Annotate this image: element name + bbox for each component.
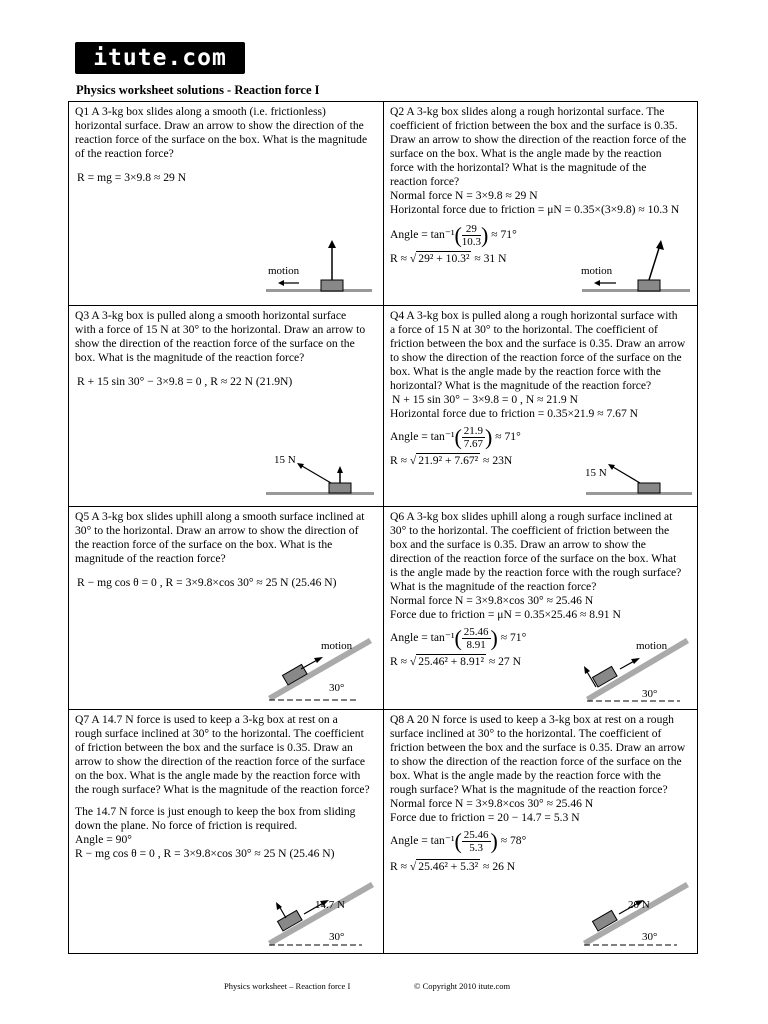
reaction-arrow xyxy=(328,240,336,248)
q7-explanation-line: down the plane. No force of friction is required. xyxy=(75,819,298,832)
box xyxy=(638,483,660,493)
box xyxy=(329,483,351,493)
surface xyxy=(266,492,374,495)
q8-friction-force: Force due to friction = 20 − 14.7 = 5.3 N xyxy=(390,811,580,824)
q4-question-line: friction between the box and the surface is 0.35. Draw an arrow xyxy=(390,337,686,350)
box xyxy=(638,280,660,291)
q8-question-line: Q8 A 20 N force is used to keep a 3-kg box at rest on a rough xyxy=(390,713,674,726)
q4-cell xyxy=(383,305,698,506)
q7-question-line: the rough surface? What is the magnitude of the reaction force? xyxy=(75,783,370,796)
reaction-arrow xyxy=(584,666,590,674)
q2-question-line: surface on the box. What is the angle made by the reaction xyxy=(390,147,662,160)
q2-normal-force: Normal force N = 3×9.8 ≈ 29 N xyxy=(390,189,538,202)
q8-question-line: friction between the box and the surface is 0.35. Draw an arrow xyxy=(390,741,686,754)
angle-label: 30° xyxy=(329,931,345,943)
box xyxy=(321,280,343,291)
q1-answer: R = mg = 3×9.8 ≈ 29 N xyxy=(77,171,187,184)
q5-question-line: Q5 A 3-kg box slides uphill along a smooth surface inclined at xyxy=(75,510,365,523)
q3-question-line: box. What is the magnitude of the reaction force? xyxy=(75,351,305,364)
q6-question-line: is the angle made by the reaction force with the rough surface? xyxy=(390,566,682,579)
q4-diagram xyxy=(384,306,699,507)
itute-logo: itute.com xyxy=(75,42,245,74)
q3-diagram xyxy=(69,306,384,507)
motion-label: motion xyxy=(636,640,668,652)
reaction-arrow xyxy=(656,240,664,250)
q6-cell xyxy=(383,506,698,709)
force-label: 15 N xyxy=(585,467,607,479)
force-label: 15 N xyxy=(274,454,296,466)
q7-question-line: of friction between the box and the surface is 0.35. Draw an xyxy=(75,741,353,754)
q5-question-line: magnitude of the reaction force? xyxy=(75,552,226,565)
q1-question-line: of the reaction force? xyxy=(75,147,174,160)
q7-question-line: arrow to show the direction of the reaction force of the surface xyxy=(75,755,366,768)
q7-explanation-line: The 14.7 N force is just enough to keep the box from sliding xyxy=(75,805,356,818)
q6-question-line: Q6 A 3-kg box slides uphill along a rough surface inclined at xyxy=(390,510,673,523)
q6-angle: Angle = tan⁻¹( $\frac{25.46}{8.91}) \approx 71^\circ$ xyxy=(390,625,527,651)
q6-normal-force: Normal force N = 3×9.8×cos 30° ≈ 25.46 N xyxy=(390,594,594,607)
force-label: 20 N xyxy=(628,899,650,911)
surface xyxy=(266,289,372,292)
q2-question-line: force with the horizontal? What is the magnitude of the xyxy=(390,161,647,174)
q7-angle-line: Angle = 90° xyxy=(75,833,132,846)
surface xyxy=(582,289,690,292)
q4-question-line: to show the direction of the reaction force of the surface on the xyxy=(390,351,682,364)
q2-cell xyxy=(383,102,698,305)
q4-normal-force: N + 15 sin 30° − 3×9.8 = 0 , N ≈ 21.9 N xyxy=(392,393,578,406)
q1-diagram xyxy=(69,102,384,305)
q5-question-line: the reaction force of the surface on the box. What is the xyxy=(75,538,333,551)
motion-arrow xyxy=(594,280,600,286)
q1-question-line: reaction force of the surface on the box. What is the magnitude xyxy=(75,133,368,146)
q8-magnitude: R ≈ √ 25.46² + 5.3² ≈ 26 N xyxy=(390,860,516,873)
question-grid xyxy=(68,101,698,954)
force-label: 14.7 N xyxy=(315,899,345,911)
q2-question-line: coefficient of friction between the box and the surface is 0.35. xyxy=(390,119,678,132)
q8-cell xyxy=(383,709,698,954)
q6-magnitude: R ≈ √ 25.46² + 8.91² ≈ 27 N xyxy=(390,655,521,668)
q8-question-line: rough surface? What is the magnitude of the reaction force? xyxy=(390,783,668,796)
q2-diagram xyxy=(384,102,699,305)
q4-question-line: Q4 A 3-kg box is pulled along a rough horizontal surface with xyxy=(390,309,678,322)
q1-cell xyxy=(69,102,384,305)
q1-question-line: Q1 A 3-kg box slides along a smooth (i.e. frictionless) xyxy=(75,105,326,118)
q2-friction-force: Horizontal force due to friction = μN = 0.35×(3×9.8) ≈ 10.3 N xyxy=(390,203,680,216)
q7-question-line: on the box. What is the angle made by the reaction force with xyxy=(75,769,361,782)
q5-question-line: 30° to the horizontal. Draw an arrow to show the direction of xyxy=(75,524,359,537)
q3-question-line: Q3 A 3-kg box is pulled along a smooth horizontal surface xyxy=(75,309,347,322)
angle-label: 30° xyxy=(642,931,658,943)
q6-question-line: direction of the reaction force of the surface on the box. What xyxy=(390,552,677,565)
incline xyxy=(583,882,689,946)
motion-arrow xyxy=(631,658,640,664)
q2-question-line: Draw an arrow to show the direction of the reaction force of the xyxy=(390,133,687,146)
motion-arrow xyxy=(278,280,284,286)
q7-answer: R − mg cos θ = 0 , R = 3×9.8×cos 30° ≈ 25 N (25.46 N) xyxy=(75,847,335,860)
q6-question-line: box and the surface is 0.35. Draw an arrow to show the xyxy=(390,538,646,551)
q3-cell xyxy=(69,305,384,506)
q6-question-line: What is the magnitude of the reaction force? xyxy=(390,580,597,593)
q6-friction-force: Force due to friction = μN = 0.35×25.46 ≈ 8.91 N xyxy=(390,608,621,621)
motion-arrow xyxy=(314,657,323,663)
q3-question-line: show the direction of the reaction force of the surface on the xyxy=(75,337,355,350)
q7-cell xyxy=(69,709,384,954)
footer-copyright: © Copyright 2010 itute.com xyxy=(414,981,511,991)
motion-label: motion xyxy=(268,265,300,277)
q3-question-line: with a force of 15 N at 30° to the horizontal. Draw an arrow to xyxy=(75,323,366,336)
footer-title: Physics worksheet – Reaction force I xyxy=(224,981,351,991)
q2-magnitude: R ≈ √ 29² + 10.3² ≈ 31 N xyxy=(390,252,507,265)
q4-friction-force: Horizontal force due to friction = 0.35×21.9 ≈ 7.67 N xyxy=(390,407,639,420)
q5-answer: R − mg cos θ = 0 , R = 3×9.8×cos 30° ≈ 25 N (25.46 N) xyxy=(77,576,337,589)
q4-question-line: box. What is the angle made by the reaction force with the xyxy=(390,365,661,378)
q6-question-line: 30° to the horizontal. The coefficient of friction between the xyxy=(390,524,670,537)
q8-normal-force: Normal force N = 3×9.8×cos 30° ≈ 25.46 N xyxy=(390,797,594,810)
q8-angle: Angle = tan⁻¹( $\frac{25.46}{5.3}) \approx 78^\circ$ xyxy=(390,828,527,854)
angle-label: 30° xyxy=(642,688,658,700)
q6-diagram xyxy=(384,507,699,710)
q2-question-line: Q2 A 3-kg box slides along a rough horizontal surface. The xyxy=(390,105,665,118)
q4-question-line: a force of 15 N at 30° to the horizontal. The coefficient of xyxy=(390,323,658,336)
q8-question-line: box. What is the angle made by the reaction force with the xyxy=(390,769,661,782)
motion-label: motion xyxy=(581,265,613,277)
motion-label: motion xyxy=(321,640,353,652)
q5-diagram xyxy=(69,507,384,710)
q2-angle: Angle = tan⁻¹( $\frac{29}{10.3}) \approx 71^\circ$ xyxy=(390,222,517,248)
q8-diagram xyxy=(384,710,699,955)
q2-question-line: reaction force? xyxy=(390,175,460,188)
angle-label: 30° xyxy=(329,682,345,694)
q8-question-line: surface inclined at 30° to the horizontal. The coefficient of xyxy=(390,727,662,740)
q7-question-line: Q7 A 14.7 N force is used to keep a 3-kg box at rest on a xyxy=(75,713,338,726)
reaction-arrow xyxy=(337,466,343,473)
q8-question-line: to show the direction of the reaction force of the surface on the xyxy=(390,755,682,768)
page-title: Physics worksheet solutions - Reaction force I xyxy=(76,83,320,97)
q4-question-line: horizontal? What is the magnitude of the reaction force? xyxy=(390,379,652,392)
q7-diagram xyxy=(69,710,384,955)
q1-question-line: horizontal surface. Draw an arrow to show the direction of the xyxy=(75,119,364,132)
q3-answer: R + 15 sin 30° − 3×9.8 = 0 , R ≈ 22 N (21.9N) xyxy=(77,375,293,388)
incline xyxy=(268,638,372,701)
q7-question-line: rough surface inclined at 30° to the horizontal. The coefficient xyxy=(75,727,364,740)
q4-angle: Angle = tan⁻¹( $\frac{21.9}{7.67}) \approx 71^\circ$ xyxy=(390,424,521,450)
q4-magnitude: R ≈ √ 21.9² + 7.67² ≈ 23N xyxy=(390,454,513,467)
q5-cell xyxy=(69,506,384,709)
